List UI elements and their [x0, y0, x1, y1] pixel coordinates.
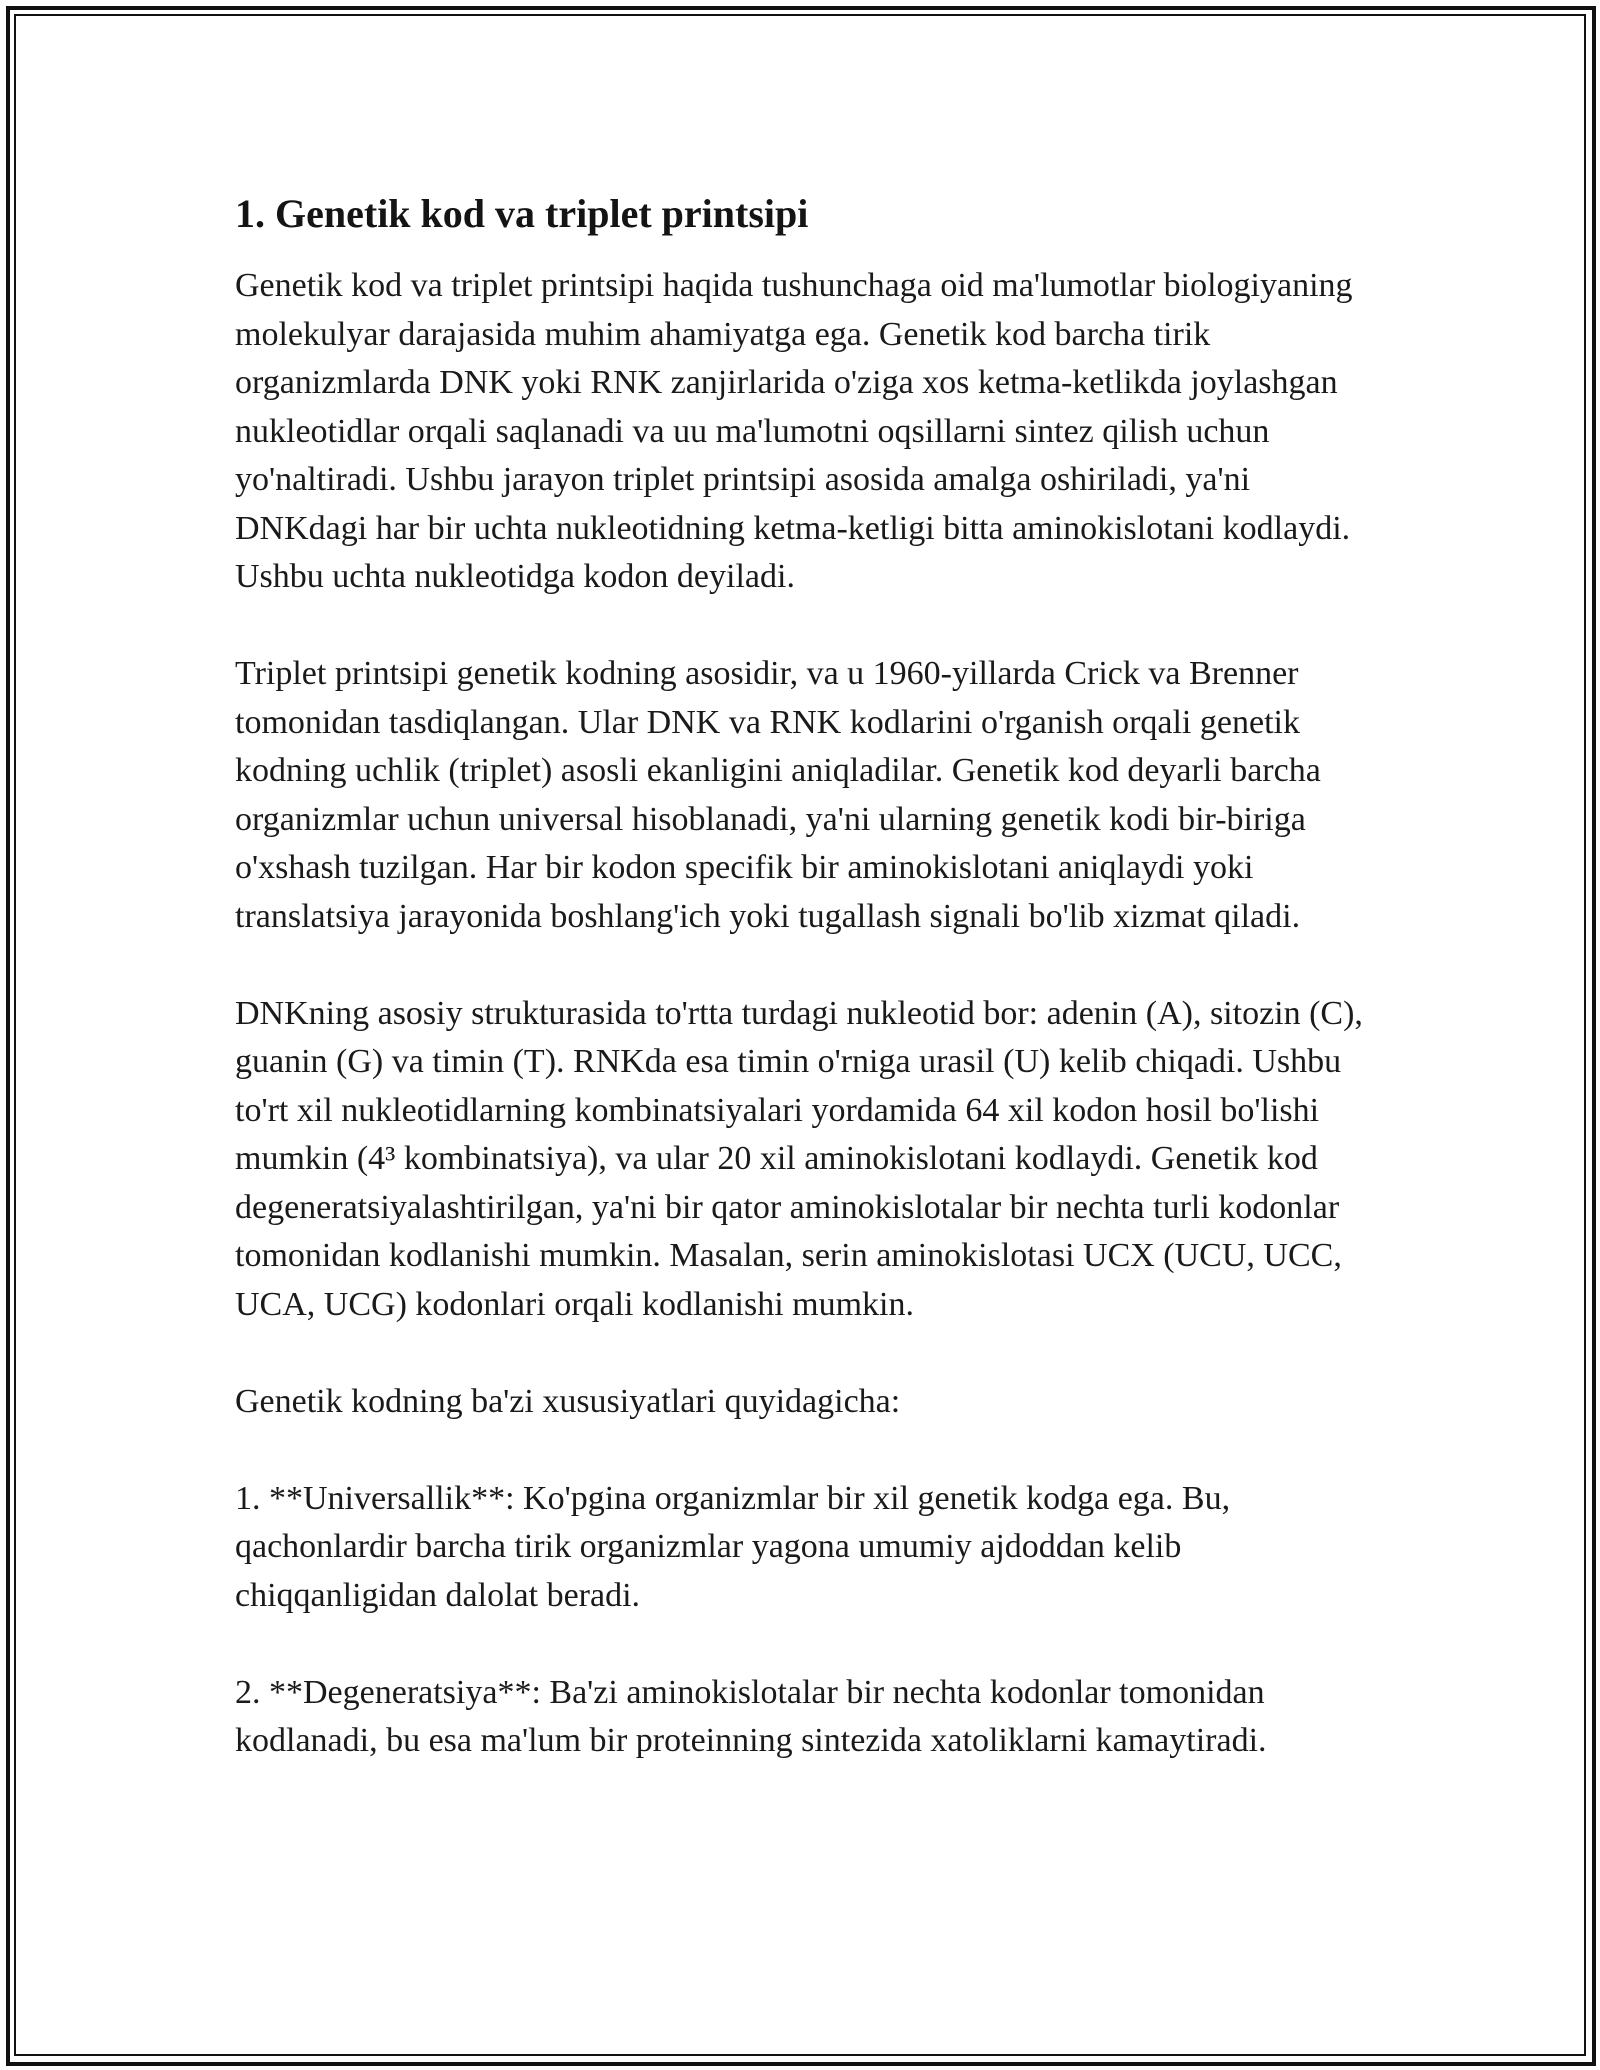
- paragraph-properties-intro: Genetik kodning ba'zi xususiyatlari quyidagicha:: [235, 1382, 901, 1420]
- paragraph-triplet-history: Triplet printsipi genetik kodning asosidir, va u 1960-yillarda Crick va Brenner tomonidan tasdiqlangan. Ular DNK va RNK kodlarini o'rganish orqali genetik kodning uchlik (triplet) asosli ekanligini aniqladilar. Genetik kod deyarli barcha organizmlar uchun universal hisoblanadi, ya'ni ularning genetik kodi bir-biriga o'xshash tuzilgan. Har bir kodon specifik bir aminokislotani aniqlaydi yoki translatsiya jarayonida boshlang'ich yoki tugallash signali bo'lib xizmat qiladi.: [235, 655, 1321, 935]
- document-body: [235, 188, 1375, 1814]
- paragraph-intro: Genetik kod va triplet printsipi haqida tushunchaga oid ma'lumotlar biologiyaning molekulyar darajasida muhim ahamiyatga ega. Genetik kod barcha tirik organizmlarda DNK yoki RNK zanjirlarida o'ziga xos ketma-ketlikda joylashgan nukleotidlar orqali saqlanadi va uu ma'lumotni oqsillarni sintez qilish uchun yo'naltiradi. Ushbu jarayon triplet printsipi asosida amalga oshiriladi, ya'ni DNKdagi har bir uchta nukleotidning ketma-ketligi bitta aminokislotani kodlaydi. Ushbu uchta nukleotidga kodon deyiladi.: [235, 267, 1353, 595]
- list-item-universality: 1. **Universallik**: Ko'pgina organizmlar bir xil genetik kodga ega. Bu, qachonlardir barcha tirik organizmlar yagona umumiy ajdoddan kelib chiqqanligidan dalolat beradi.: [235, 1479, 1231, 1614]
- paragraph-nucleotides: DNKning asosiy strukturasida to'rtta turdagi nukleotid bor: adenin (A), sitozin (C), guanin (G) va timin (T). RNKda esa timin o'rniga urasil (U) kelib chiqadi. Ushbu to'rt xil nukleotidlarning kombinatsiyalari yordamida 64 xil kodon hosil bo'lishi mumkin (4³ kombinatsiya), va ular 20 xil aminokislotani kodlaydi. Genetik kod degeneratsiyalashtirilgan, ya'ni bir qator aminokislotalar bir nechta turli kodonlar tomonidan kodlanishi mumkin. Masalan, serin aminokislotasi UCX (UCU, UCC, UCA, UCG) kodonlari orqali kodlanishi mumkin.: [235, 994, 1363, 1323]
- list-item-degeneracy: 2. **Degeneratsiya**: Ba'zi aminokislotalar bir nechta kodonlar tomonidan kodlanadi, bu esa ma'lum bir proteinning sintezida xatoliklarni kamaytiradi.: [235, 1673, 1267, 1759]
- section-heading: 1. Genetik kod va triplet printsipi: [235, 191, 809, 236]
